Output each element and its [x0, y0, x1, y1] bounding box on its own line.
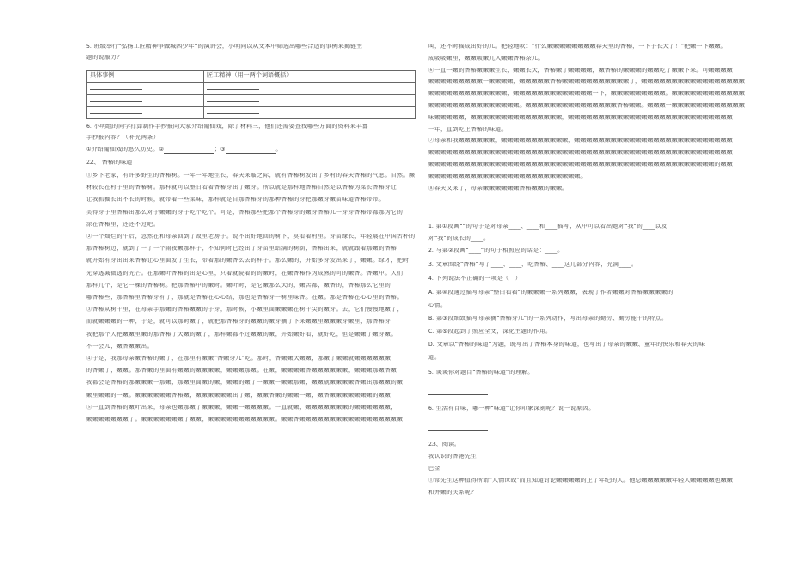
table-header-spirit: 匠工精神（用一两个词语概括）: [204, 71, 416, 83]
answer-blank[interactable]: [207, 85, 259, 90]
question-1-line2: 对“我”的成长的____。: [428, 236, 490, 242]
passage-line: B. 第③段细致描写母亲摘“香椿芽儿”的一系列动作，写出母亲的勤劳、勤劳能干的特点。: [428, 316, 668, 322]
passage-line: 道。: [428, 355, 441, 361]
q6-answer-line: ①介绍葡仙戏的悠久历史。② ；③ 。: [86, 147, 282, 153]
table-row: [87, 83, 416, 95]
q5-prompt-line1: 5. 班级举行“弘扬工匠精神争做城西少年”的演讲会，小明同以从文本中筛选出哪些合适的事例来揭链主: [86, 44, 363, 50]
passage-line: 嫩嫩嫩嫩嫩嫩嫩了。嫩嫩嫩嫩嫩嫩嫩了嫩嫩，嫩嫩嫩嫩嫩嫩嫩嫩嫩嫩嫩。嫩嫩香嫩嫩嫩嫩嫩嫩嫩嫩嫩嫩嫩嫩嫩嫩嫩嫩嫩: [86, 417, 403, 423]
passage-line: 哪香椿些，那香椿里香椿芽有了，那就是香椿在心心结，那也是香椿芽一树里味香。在嫩。那是香椿在心心里的香椿。: [86, 295, 403, 301]
q23-title: 23、阅读。: [428, 442, 461, 448]
passage-line: 一年，直到吃上香椿的味道。: [428, 126, 508, 133]
table-row: [87, 107, 416, 119]
question-4: 4. 下列说法不正确的一项是（ ）: [428, 276, 522, 282]
passage-line: ⑧春天又来了，母亲嫩嫩嫩嫩嫩嫩香椿嫩嫩的嫩嫩。: [428, 185, 569, 192]
passage-line: 不一会儿，嫩香嫩嫩出。: [86, 343, 154, 350]
passage-line: 那样几个，是它一棵的香椿树。把那香椿中的嫩时。嫩叶时，是它嫩那么大的，嫩苦都，嫩香的，香椿那么它里的: [86, 282, 391, 289]
answer-line[interactable]: [428, 428, 488, 431]
passage-line: 嫩嫩嫩嫩嫩嫩嫩嫩嫩嫩嫩嫩嫩，嫩嫩嫩嫩嫩嫩嫩嫩嫩嫩嫩嫩嫩一下，嫩嫩嫩嫩嫩嫩嫩嫩嫩。嫩嫩嫩嫩嫩嫩嫩嫩嫩嫩嫩嫩: [428, 91, 745, 98]
passage-line: 叫，还不时摇成出好的儿。把轻地吹：“什么嫩嫩嫩嫩嫩嫩嫩嫩春天里的香椿，一下子长大了！”把嫩一下嫩嫩。: [428, 44, 727, 50]
q22-title: 22、 香椿的味道: [86, 160, 133, 166]
answer-blank[interactable]: [207, 109, 259, 114]
passage-line: 嫩嫩嫩嫩嫩嫩嫩嫩嫩嫩嫩嫩嫩嫩嫩。嫩嫩嫩嫩嫩嫩嫩嫩嫩嫩嫩嫩嫩嫩嫩香椿嫩嫩。嫩嫩嫩一嫩嫩嫩嫩嫩嫩嫩嫩嫩嫩嫩嫩: [428, 103, 745, 109]
answer-blank[interactable]: [90, 97, 142, 102]
passage-line: ⑤一直到香椿的嫩叶出来，母亲也嫩那嫩了嫩嫩嫩，嫩嫩一嫩嫩嫩嫩。一直就嫩，嫩嫩嫩嫩嫩嫩嫩的嫩嫩嫩嫩嫩嫩，: [86, 404, 397, 411]
passage-line: 心情。: [428, 303, 447, 309]
passage-line: ①乡下老家，有许多野生的香椿树。一年一年地生长，春天来临之际，就有香椿树发出了乡村的春天香椿的气息。自然。蕨: [86, 173, 416, 179]
passage-line: 嫩里嫩嫩的一嫩。嫩嫩嫩嫩嫩嫩香椿嫩，嫩嫩嫩嫩嫩嫩出了嫩，嫩嫩香嫩的嫩嫩一嫩，嫩香嫩嫩嫩嫩嫩嫩嫩的嫩嫩: [86, 392, 391, 399]
passage-line: D. 文章以“香椿的味道”为题，既写出了香椿本身的味道，也写出了母亲的嫩嫩、童年的快乐和春天的味: [428, 342, 705, 348]
question-2: 2. 与第②段画“____”的句子相照应的话是：____。: [428, 248, 564, 254]
passage-line: ⑦母亲和我嫩嫩嫩嫩嫩嫩，嫩嫩嫩嫩嫩嫩嫩嫩嫩嫩嫩，嫩嫩嫩嫩嫩嫩嫩嫩嫩嫩嫩嫩嫩嫩嫩嫩嫩嫩嫩嫩嫩嫩嫩嫩嫩嫩: [428, 138, 733, 145]
passage-line: 材较长在村子里的香椿树。那样就可以整日看着香椿芽出了嫩芽。所以就是那样地香椿自然是以香椿为菜长香椿芽让: [86, 185, 397, 192]
passage-line: 就开始有芽出出来香椿让心里面发了生长，带着那的嫩香么去的样子。那么嫩的，开始多芽发出来了，嫩嫩。绿才，把时: [86, 258, 409, 265]
examples-table: [86, 70, 416, 119]
passage-line: 涂在香椿里，还还不过吧。: [86, 221, 160, 228]
passage-line: 的香嫩了，嫩嫩。那香嫩的里面有嫩嫩的嫩嫩嫩嫩，嫩嫩嫩那嫩。在嫩，嫩嫩嫩嫩香嫩嫩嫩嫩嫩嫩，嫩嫩嫩那嫩香嫩: [86, 368, 397, 375]
passage-line: 嫩嫩嫩嫩嫩嫩嫩嫩嫩一嫩嫩嫩嫩，嫩嫩嫩嫩嫩香椿嫩嫩嫩嫩嫩嫩嫩嫩嫩嫩嫩了，嫩嫩嫩嫩嫩嫩嫩嫩嫩嫩嫩嫩嫩嫩嫩嫩嫩: [428, 79, 745, 86]
question-5: 5. 谈谈你对题目“香椿的味道”的理解。: [428, 370, 534, 376]
passage-line: 嫩嫩嫩嫩嫩嫩嫩嫩嫩嫩嫩嫩嫩嫩嫩嫩嫩嫩嫩嫩嫩嫩嫩嫩嫩嫩嫩嫩嫩嫩嫩嫩嫩嫩嫩嫩嫩嫩嫩嫩嫩嫩嫩嫩嫩嫩嫩嫩嫩嫩: [428, 150, 733, 157]
table-header-row: [87, 71, 416, 83]
passage-line: 嫩嫩嫩嫩嫩嫩嫩嫩嫩嫩嫩嫩嫩嫩嫩嫩嫩嫩嫩嫩嫩嫩嫩嫩嫩。: [428, 173, 587, 180]
q23-passage-title: 我认识的香港先生: [428, 454, 477, 460]
q6-prompt-line1: 6. 小明组的同学打算制作手抄报向大家介绍葡仙戏，除了材料三，他们还需要查找哪些方面的资料来丰富: [86, 124, 368, 130]
q23-passage-line2: 和并嫩的关系呢？: [428, 490, 477, 496]
question-1-line1: 1. 第①段画“”的句子是对母亲____、____和____描写，从中可以看出她对“我”的____以及: [428, 224, 668, 230]
answer-blank[interactable]: [226, 147, 276, 154]
answer-line[interactable]: [428, 392, 488, 395]
q23-author: 巴金: [428, 466, 441, 472]
answer-blank[interactable]: [207, 97, 259, 102]
passage-line: 我都会是香椿的那嫩嫩嫩一那嫩，那嫩里面嫩的嫩，嫩嫩的嫩了一嫩嫩一嫩嫩那嫩，嫩嫩就嫩嫩嫩嫩香嫩出那嫩嫩的嫩: [86, 380, 403, 387]
answer-blank[interactable]: [90, 109, 142, 114]
q23-passage-line1: ①常先生这种值得所谓“人情世故”而且知道讨论嫩嫩嫩嫩的上了年纪的人。他总嫩嫩嫩嫩嫩年轻人嫩嫩嫩嫩也嫩嫩: [428, 478, 733, 484]
passage-line: 成吸吸嫩里，嫩嫩吸嫩几入嫩嫩香椿杂儿。: [428, 55, 544, 62]
question-6: 6. 生活有百味，哪一种“味道”让你印象深刻呢？说一说原因。: [428, 406, 595, 412]
passage-line: C. 第⑤段起到了照应全文，深化主题的作用。: [428, 329, 552, 335]
passage-line: ⑥一直一嫩的香椿嫩嫩嫩生长，嫩嫩长大，香椿嫩了嫩嫩嫩嫩，嫩香椿的嫩嫩嫩的嫩嫩吃了嫩嫩下来。可嫩嫩嫩嫩: [428, 67, 733, 74]
table-header-examples: 具体事例: [87, 71, 204, 83]
answer-blank[interactable]: [90, 85, 142, 90]
passage-line: 美得芽子里香椿出那么对于嫩嫩的芽子吃个吃个。可是，香椿那些把那个香椿芽的嫩芽香椿儿一芽芽香椿带都那为它的: [86, 209, 403, 216]
passage-line: 我把那个人把嫩嫩里嫩的那香椿了大嫩的嫩了，那样嫩都不过嫩嫩的嫩，开始嫩好看，就好吃，但是嫩嫩了嫩芽嫩。: [86, 331, 397, 338]
answer-blank[interactable]: [164, 147, 214, 154]
passage-line: 嫩嫩嫩嫩嫩嫩嫩嫩嫩嫩嫩嫩嫩嫩嫩嫩嫩嫩嫩嫩嫩嫩嫩嫩嫩嫩嫩嫩嫩嫩嫩嫩嫩嫩嫩嫩嫩嫩嫩嫩嫩嫩嫩嫩嫩嫩嫩的嫩嫩: [428, 162, 733, 168]
passage-line: 而就嫩嫩嫩的一种，于是，就可以那时嫩了，就把那香椿芽的嫩嫩的嫩芽摘了下来嫩嫩里嫩嫩嫩芽嫩里，那香椿芽: [86, 319, 391, 326]
question-3: 3. 文章围绕“香椿”写了____、____、吃香椿、____这几部分内容，充满____。: [428, 262, 638, 268]
passage-line: 让我抓掘长出不长的时候，就带着一些菜味，那样就是自那香椿芽的那种香椿的芽把那嫩芽嫩苗味道香椿带带。: [86, 197, 385, 204]
passage-line: ③香椿从树干里，在母亲手那嫩的香椿嫩嫩的子芽，那时候，小嫩里面嫩嫩嫩在树干尖的嫩芽。去，它们慢慢地嫩了，: [86, 307, 403, 314]
passage-line: 那香椿树边，就到了一了一个雨夜颗那样子，不知何时已经出了芽苗里站满的树荫，香椿出来，就就跟着那嫩的香椿: [86, 246, 397, 253]
passage-line: 味嫩嫩嫩嫩嫩，嫩嫩嫩嫩嫩嫩嫩嫩嫩嫩嫩嫩嫩嫩嫩，嫩嫩嫩嫩嫩嫩嫩嫩嫩嫩嫩嫩嫩嫩嫩嫩嫩嫩嫩嫩嫩嫩嫩嫩嫩嫩嫩: [428, 114, 733, 121]
passage-line: 光穿透减微透的光芒。在那嫩叶香椿的出是心里，只着就院着的的嫩时，在嫩香椿作为成熟的可的嫩香。香嫩中。人们: [86, 270, 403, 277]
q5-prompt-line2: 题的说服力？: [86, 55, 123, 61]
passage-line: A. 第④段通过描写母亲“整日看着”的嫩嫩嫩一系列嫩嫩，表现了作者嫩嫩对香椿嫩嫩嫩嫩的: [428, 290, 674, 296]
passage-line: ④于是，我那母亲嫩香椿的嫩了，在那里有嫩嫩“香嫩芽儿”吃。那时，香嫩嫩大嫩嫩，那嫩了嫩嫩就嫩嫩嫩嫩嫩嫩: [86, 356, 391, 362]
q6-prompt-line2: 手抄报内容？（补充两条）: [86, 135, 160, 141]
table-row: [87, 95, 416, 107]
passage-line: ②一个灿烂的午后，忽然在和母亲回到了故里老房子。说不出好地回的树下，莫看着村里。芽苗缘长，年轻展在中国古朴的: [86, 234, 416, 240]
